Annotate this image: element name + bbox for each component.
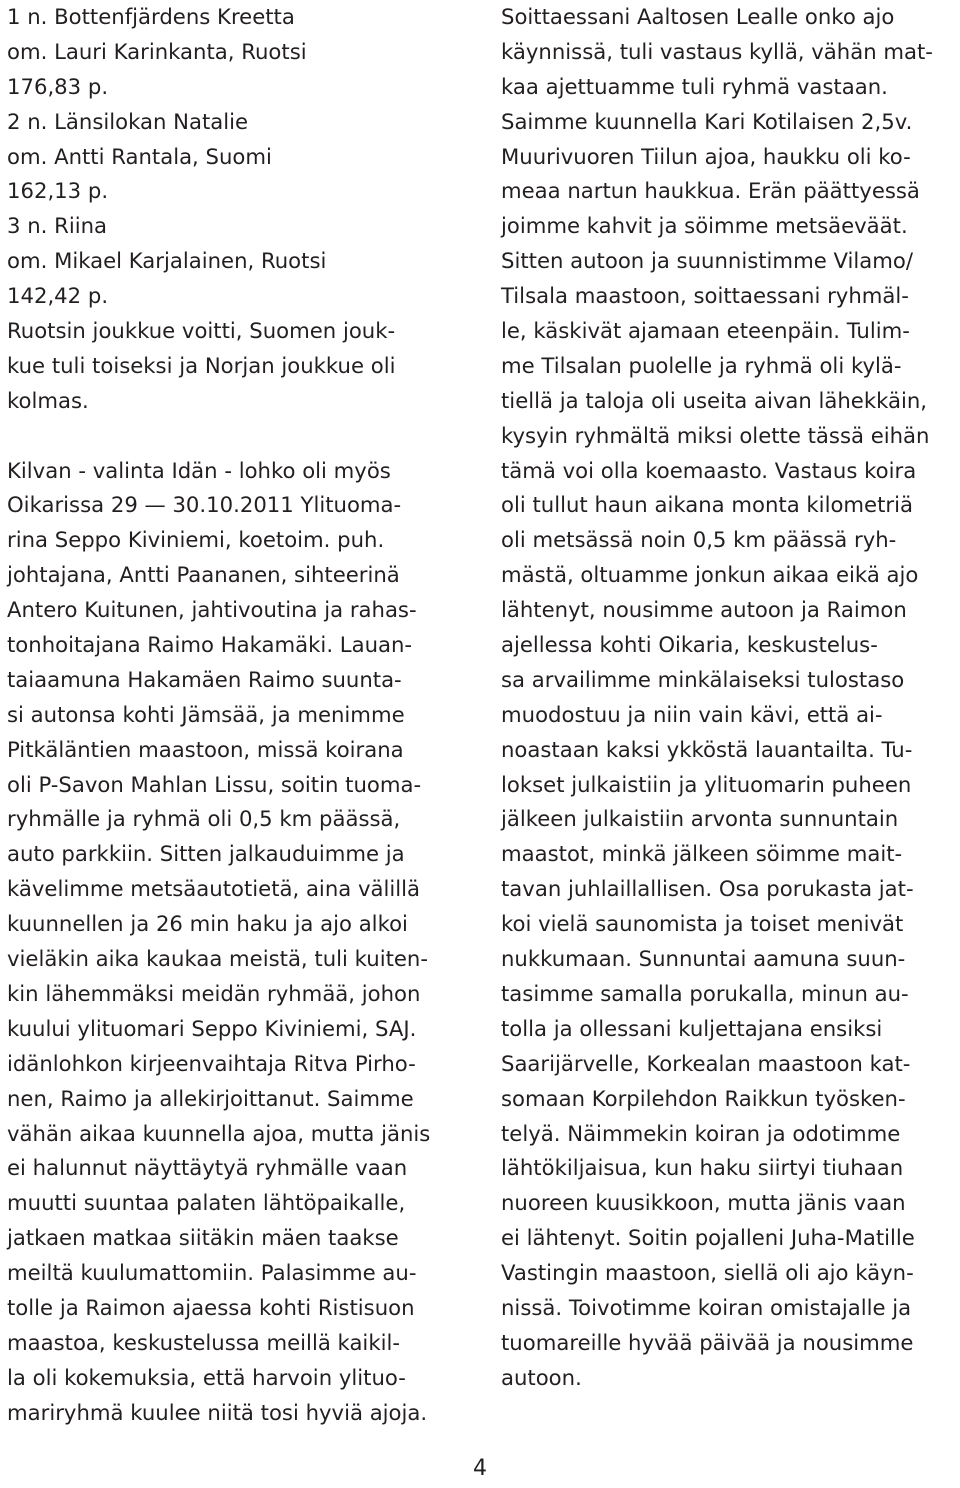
text-line: kävelimme metsäautotietä, aina välillä <box>7 876 421 902</box>
text-line: Saarijärvelle, Korkealan maastoon kat- <box>501 1050 911 1076</box>
text-line: Vastingin maastoon, siellä oli ajo käyn- <box>501 1260 914 1286</box>
text-line: telyä. Näimmekin koiran ja odotimme <box>501 1120 901 1146</box>
text-line: jälkeen julkaistiin arvonta sunnuntain <box>501 806 899 832</box>
text-line: Ruotsin joukkue voitti, Suomen jouk- <box>7 318 396 344</box>
text-line: tavan juhlaillallisen. Osa porukasta jat- <box>501 876 914 902</box>
text-line: ajellessa kohti Oikaria, keskustelus- <box>501 632 878 658</box>
text-line: ei halunnut näyttäytyä ryhmälle vaan <box>7 1155 408 1181</box>
text-line: nen, Raimo ja allekirjoittanut. Saimme <box>7 1085 414 1111</box>
text-line: Pitkäläntien maastoon, missä koirana <box>7 736 404 762</box>
text-line: mästä, oltuamme jonkun aikaa eikä ajo <box>501 562 919 588</box>
text-line: lokset julkaistiin ja ylituomarin puheen <box>501 771 912 797</box>
text-line: muutti suuntaa palaten lähtöpaikalle, <box>7 1190 406 1216</box>
text-line: Soittaessani Aaltosen Lealle onko ajo <box>501 4 895 29</box>
text-line: käynnissä, tuli vastaus kyllä, vähän mat- <box>501 38 933 64</box>
text-line: kaa ajettuamme tuli ryhmä vastaan. <box>501 73 888 99</box>
text-line: kuului ylituomari Seppo Kiviniemi, SAJ. <box>7 1015 417 1041</box>
text-line: jatkaen matkaa siitäkin mäen taakse <box>7 1225 399 1251</box>
text-line: lähtenyt, nousimme autoon ja Raimon <box>501 597 907 623</box>
text-line: somaan Korpilehdon Raikkun työsken- <box>501 1085 906 1111</box>
text-line: meiltä kuulumattomiin. Palasimme au- <box>7 1260 417 1286</box>
text-line: kolmas. <box>7 387 89 413</box>
text-line: Muurivuoren Tiilun ajoa, haukku oli ko- <box>501 143 911 169</box>
text-line: johtajana, Antti Paananen, sihteerinä <box>7 562 400 588</box>
text-line: tolla ja ollessani kuljettajana ensiksi <box>501 1015 883 1041</box>
text-line: vähän aikaa kuunnella ajoa, mutta jänis <box>7 1120 431 1146</box>
page-number: 4 <box>473 1456 487 1481</box>
text-line: om. Lauri Karinkanta, Ruotsi <box>7 38 307 64</box>
text-line: 142,42 p. <box>7 283 109 309</box>
text-line: kuunnellen ja 26 min haku ja ajo alkoi <box>7 911 408 937</box>
text-line: autoon. <box>501 1364 582 1390</box>
text-line: nuoreen kuusikkoon, mutta jänis vaan <box>501 1190 906 1216</box>
text-line: koi vielä saunomista ja toiset menivät <box>501 911 904 937</box>
text-line: Kilvan - valinta Idän - lohko oli myös <box>7 457 391 483</box>
text-line: taiaamuna Hakamäen Raimo suunta- <box>7 666 402 692</box>
text-line: me Tilsalan puolelle ja ryhmä oli kylä- <box>501 352 902 378</box>
text-line: ei lähtenyt. Soitin pojalleni Juha-Matille <box>501 1225 915 1251</box>
text-line: joimme kahvit ja söimme metsäeväät. <box>501 213 908 239</box>
text-line: 2 n. Länsilokan Natalie <box>7 108 249 134</box>
text-line: om. Antti Rantala, Suomi <box>7 143 272 169</box>
text-line: muodostuu ja niin vain kävi, että ai- <box>501 701 883 727</box>
text-line: mariryhmä kuulee niitä tosi hyviä ajoja. <box>7 1399 428 1425</box>
text-line: la oli kokemuksia, että harvoin ylituo- <box>7 1364 406 1390</box>
text-line: le, käskivät ajamaan eteenpäin. Tulim- <box>501 318 910 344</box>
text-line: Sitten autoon ja suunnistimme Vilamo/ <box>501 248 914 274</box>
text-line: nukkumaan. Sunnuntai aamuna suun- <box>501 946 906 972</box>
text-line: tolle ja Raimon ajaessa kohti Ristisuon <box>7 1294 415 1320</box>
text-line: maastot, minkä jälkeen söimme mait- <box>501 841 903 867</box>
text-line: si autonsa kohti Jämsää, ja menimme <box>7 701 405 727</box>
text-line: tuomareille hyvää päivää ja nousimme <box>501 1329 914 1355</box>
text-line: Saimme kuunnella Kari Kotilaisen 2,5v. <box>501 108 913 134</box>
text-line: tiellä ja taloja oli useita aivan lähekkäin, <box>501 387 928 413</box>
text-line: oli tullut haun aikana monta kilometriä <box>501 492 913 518</box>
text-line: oli P-Savon Mahlan Lissu, soitin tuoma- <box>7 771 422 797</box>
text-line: kysyin ryhmältä miksi olette tässä eihän <box>501 422 930 448</box>
text-line: 162,13 p. <box>7 178 109 204</box>
text-line: idänlohkon kirjeenvaihtaja Ritva Pirho- <box>7 1050 416 1076</box>
text-line: 3 n. Riina <box>7 213 108 239</box>
text-line: 176,83 p. <box>7 73 109 99</box>
text-line: vieläkin aika kaukaa meistä, tuli kuiten- <box>7 946 428 972</box>
text-line <box>7 419 465 454</box>
text-line: maastoa, keskustelussa meillä kaikil- <box>7 1329 401 1355</box>
text-line: kin lähemmäksi meidän ryhmää, johon <box>7 980 421 1006</box>
text-line: sa arvailimme minkälaiseksi tulostaso <box>501 666 905 692</box>
text-line: kue tuli toiseksi ja Norjan joukkue oli <box>7 352 396 378</box>
text-line: noastaan kaksi ykköstä lauantailta. Tu- <box>501 736 913 762</box>
text-line: nissä. Toivotimme koiran omistajalle ja <box>501 1294 912 1320</box>
text-line: tonhoitajana Raimo Hakamäki. Lauan- <box>7 632 413 658</box>
text-line: 1 n. Bottenfjärdens Kreetta <box>7 4 295 29</box>
text-line: auto parkkiin. Sitten jalkauduimme ja <box>7 841 405 867</box>
text-line: lähtökiljaisua, kun haku siirtyi tiuhaan <box>501 1155 904 1181</box>
text-line: Tilsala maastoon, soittaessani ryhmäl- <box>501 283 909 309</box>
text-line: meaa nartun haukkua. Erän päättyessä <box>501 178 920 204</box>
text-line: tasimme samalla porukalla, minun au- <box>501 980 909 1006</box>
text-line: ryhmälle ja ryhmä oli 0,5 km päässä, <box>7 806 401 832</box>
left-text-column <box>7 0 465 1431</box>
right-text-column <box>501 0 959 1396</box>
text-line: om. Mikael Karjalainen, Ruotsi <box>7 248 327 274</box>
text-line: tämä voi olla koemaasto. Vastaus koira <box>501 457 917 483</box>
text-line: Oikarissa 29 — 30.10.2011 Ylituoma- <box>7 492 402 518</box>
text-line: Antero Kuitunen, jahtivoutina ja rahas- <box>7 597 417 623</box>
text-line: oli metsässä noin 0,5 km päässä ryh- <box>501 527 897 553</box>
text-line: rina Seppo Kiviniemi, koetoim. puh. <box>7 527 385 553</box>
